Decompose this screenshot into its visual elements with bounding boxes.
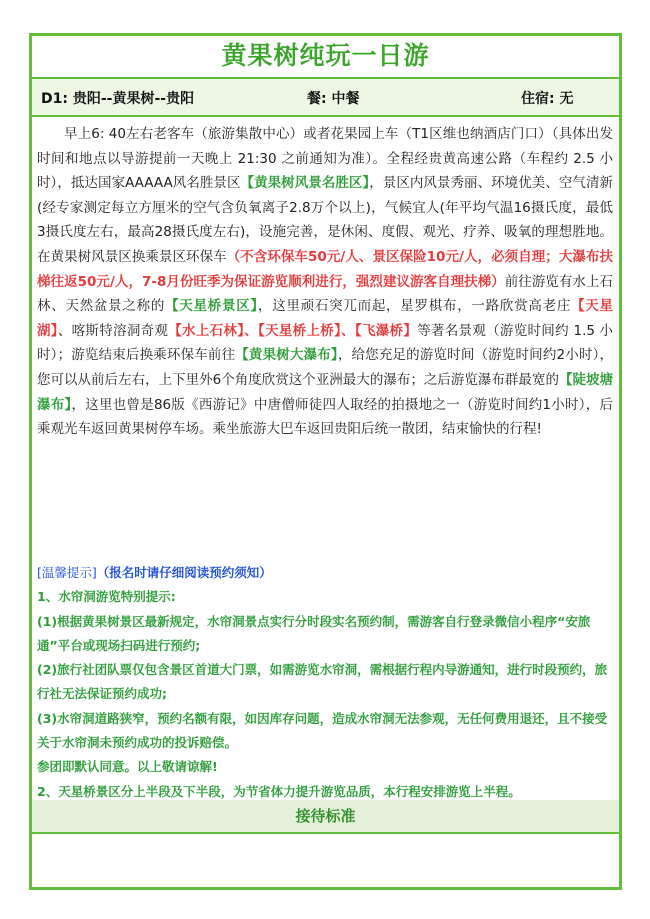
tip-item: 2、天星桥景区分上半段及下半段，为节省体力提升游览品质，本行程安排游览上半程。 bbox=[37, 783, 521, 799]
day-header bbox=[32, 79, 619, 117]
text-segment: 、喀斯特溶洞奇观 bbox=[57, 322, 169, 339]
text-segment: ，这里也曾是86版《西游记》中唐僧师徒四人取经的拍摄地之一（游览时间约1小时），后乘观光车返回黄果树停车场。乘坐旅游大巴车返回贵阳后统一散团，结束愉快的行程! bbox=[37, 396, 613, 438]
tips-section bbox=[37, 561, 613, 804]
day-meal: 餐: 中餐 bbox=[307, 91, 360, 107]
highlight-huangguoshu-waterfall: 【黄果树大瀑布】 bbox=[235, 347, 338, 364]
separator: 、 bbox=[244, 322, 259, 339]
reception-standard-header bbox=[32, 800, 619, 834]
tip-item: 1、水帘洞游览特别提示: bbox=[37, 589, 176, 605]
highlight-shuishang-shilin: 【水上石林】 bbox=[168, 322, 245, 339]
tips-label: [温馨提示] bbox=[37, 565, 97, 580]
tips-label-note: （报名时请仔细阅读预约须知） bbox=[96, 565, 272, 580]
tip-item: 参团即默认同意。以上敬请谅解! bbox=[37, 759, 218, 775]
text-segment: 前往游览有水上石林、天然盆景之称的 bbox=[37, 273, 614, 315]
tip-item: (1)根据黄果树景区最新规定，水帘洞景点实行分时段实名预约制，需游客自行登录微信小程序“安旅通”平台或现场扫码进行预约; bbox=[37, 613, 591, 653]
tip-item: (3)水帘洞道路狭窄，预约名额有限，如因库存问题，造成水帘洞无法参观，无任何费用退还，且不接受关于水帘洞未预约成功的投诉赔偿。 bbox=[37, 710, 608, 751]
title-row bbox=[32, 36, 619, 79]
reception-standard-title: 接待标准 bbox=[295, 807, 356, 825]
day-route: D1: 贵阳--黄果树--贵阳 bbox=[41, 91, 195, 107]
separator: 、 bbox=[341, 322, 355, 339]
fee-notice: （不含环保车50元/人、景区保险10元/人，必须自理；大瀑布扶梯往返50元/人，7-8月份旺季为保证游览顺利进行，强烈建议游客自理扶梯） bbox=[37, 248, 613, 290]
text-segment: ，给您充足的游览时间（游览时间约2小时），您可以从前后左右，上下里外6个角度欣赏这个亚洲最大的瀑布；之后游览瀑布群最宽的 bbox=[37, 347, 614, 388]
text-segment: ，这里顽石突兀而起，星罗棋布，一路欣赏高老庄 bbox=[257, 298, 572, 315]
highlight-tianxingqiao-upper: 【天星桥上桥】 bbox=[258, 322, 342, 339]
highlight-tianxinghu: 【天星湖】 bbox=[37, 298, 614, 339]
text-segment: 等著名景观（游览时间约 1.5 小时）；游览结束后换乘环保车前往 bbox=[37, 322, 614, 364]
day-stay: 住宿: 无 bbox=[521, 91, 574, 107]
tip-item: (2)旅行社团队票仅包含景区首道大门票，如需游览水帘洞，需根据行程内导游通知，进行时段预约，旅行社无法保证预约成功; bbox=[37, 662, 608, 702]
highlight-tianxingqiao: 【天星桥景区】 bbox=[165, 298, 258, 315]
page-title: 黄果树纯玩一日游 bbox=[221, 41, 430, 70]
text-segment: ，景区内风景秀丽、环境优美、空气清新(经专家测定每立方厘米的空气含负氧离子2.8万个以上)，气候宜人(年平均气温16摄氏度，最低3摄氏度左右，最高28摄氏度左右)，设施完善，是休闲、度假、观光、疗养、吸氧的理想胜地。在黄果树风景区换乘景区环保车 bbox=[37, 175, 614, 265]
tips-header bbox=[37, 561, 613, 585]
itinerary-body bbox=[37, 122, 613, 442]
highlight-scenic-area: 【黄果树风景名胜区】 bbox=[240, 175, 370, 192]
highlight-feipuqiao: 【飞瀑桥】 bbox=[354, 322, 418, 339]
highlight-doupotang-waterfall: 【陡坡塘瀑布】 bbox=[37, 371, 613, 413]
text-segment: 早上6: 40左右老客车（旅游集散中心）或者花果园上车（T1区维也纳酒店门口）（具体出发时间和地点以导游提前一天晚上 21:30 之前通知为准）。全程经贵黄高速公路（车程约 2.5 小时），抵达国家AAAAA风名胜景区 bbox=[37, 126, 613, 192]
itinerary-paragraph bbox=[37, 122, 613, 442]
